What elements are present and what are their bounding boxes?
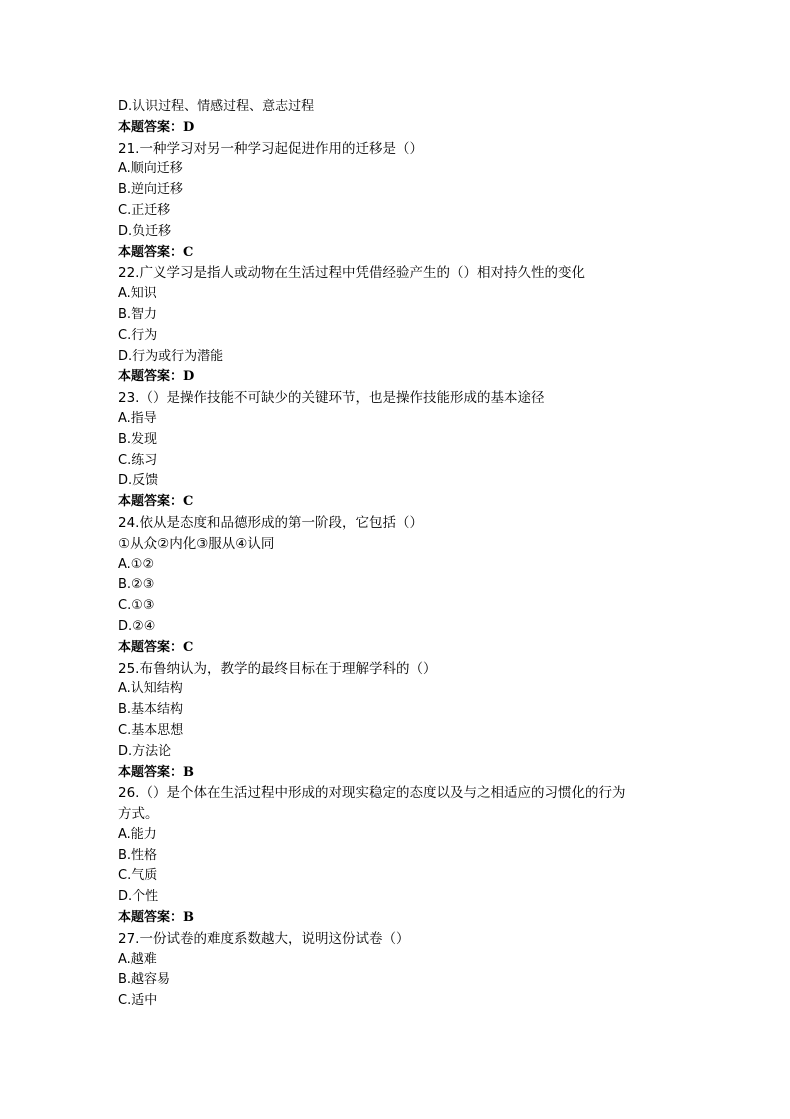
option-item: D.负迁移 xyxy=(118,223,172,239)
option-item: D.反馈 xyxy=(118,473,159,489)
question-text: 27.一份试卷的难度系数越大，说明这份试卷（） xyxy=(118,930,410,947)
question-text: 25.布鲁纳认为，教学的最终目标在于理解学科的（） xyxy=(118,660,437,677)
question-text: 24.依从是态度和品德形成的第一阶段，它包括（） xyxy=(118,514,423,531)
answer-line: 本题答案：C xyxy=(118,639,194,655)
question-text: 26.（）是个体在生活过程中形成的对现实稳定的态度以及与之相适应的习惯化的行为 xyxy=(118,785,626,802)
option-item: A.顺向迁移 xyxy=(118,161,183,177)
question-text: 23.（）是操作技能不可缺少的关键环节，也是操作技能形成的基本途径 xyxy=(118,390,545,407)
option-item: B.智力 xyxy=(118,306,158,322)
option-item: A.越难 xyxy=(118,951,157,967)
option-item: C.基本思想 xyxy=(118,722,184,738)
option-item: B.性格 xyxy=(118,847,158,863)
answer-line: 本题答案：B xyxy=(118,764,194,780)
option-item: B.越容易 xyxy=(118,972,171,988)
option-item: C.气质 xyxy=(118,868,158,884)
option-item: A.指导 xyxy=(118,410,157,426)
option-item: A.知识 xyxy=(118,286,157,302)
option-item: B.②③ xyxy=(118,577,155,593)
option-item: A.能力 xyxy=(118,826,157,842)
option-item: C.正迁移 xyxy=(118,202,171,218)
question-text: 方式。 xyxy=(118,806,159,823)
option-item: C.适中 xyxy=(118,993,158,1009)
answer-line: 本题答案：D xyxy=(118,119,195,135)
option-item: B.发现 xyxy=(118,431,158,447)
option-item: B.逆向迁移 xyxy=(118,182,184,198)
answer-line: 本题答案：B xyxy=(118,910,194,926)
option-item: A.认知结构 xyxy=(118,681,183,697)
document-page xyxy=(118,97,738,1012)
option-item: C.练习 xyxy=(118,452,158,468)
option-item: C.行为 xyxy=(118,327,158,343)
question-text: ①从众②内化③服从④认同 xyxy=(118,535,275,552)
option-item: D.行为或行为潜能 xyxy=(118,348,224,364)
option-item: C.①③ xyxy=(118,598,155,614)
answer-line: 本题答案：C xyxy=(118,244,194,260)
option-item: D.个性 xyxy=(118,889,159,905)
question-text: 21.一种学习对另一种学习起促进作用的迁移是（） xyxy=(118,140,423,157)
option-item: B.基本结构 xyxy=(118,702,184,718)
option-item: D.认识过程、情感过程、意志过程 xyxy=(118,99,315,114)
option-item: D.方法论 xyxy=(118,743,172,759)
question-text: 22.广义学习是指人或动物在生活过程中凭借经验产生的（）相对持久性的变化 xyxy=(118,265,585,282)
answer-line: 本题答案：D xyxy=(118,369,195,385)
option-item: A.①② xyxy=(118,556,155,572)
answer-line: 本题答案：C xyxy=(118,494,194,510)
option-item: D.②④ xyxy=(118,618,156,634)
